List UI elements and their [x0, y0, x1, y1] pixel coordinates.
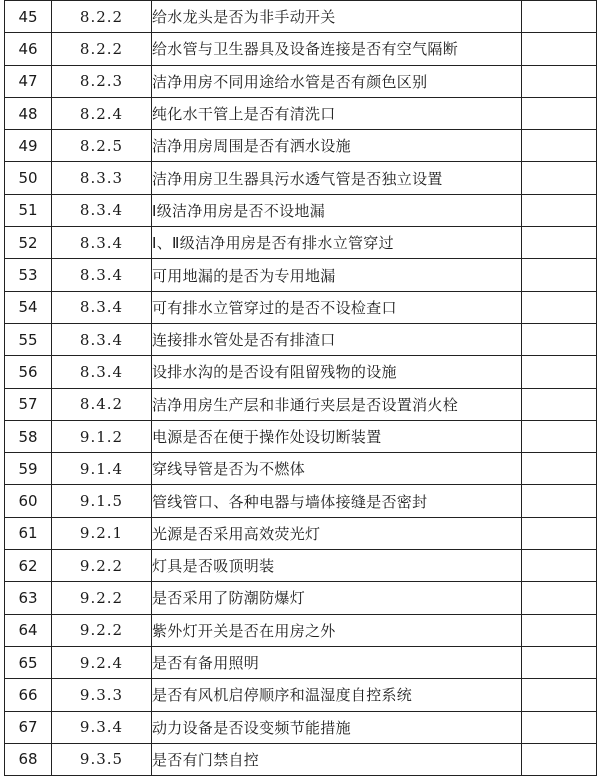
clause-number-cell: 9.2.1 — [52, 517, 152, 549]
clause-number-cell: 8.4.2 — [52, 388, 152, 420]
check-item-cell: 连接排水管处是否有排渣口 — [152, 323, 522, 355]
check-item-cell: 灯具是否吸顶明装 — [152, 550, 522, 582]
clause-number-cell: 8.3.3 — [52, 162, 152, 194]
table-row — [5, 517, 597, 549]
table-row — [5, 743, 597, 775]
row-number-cell: 58 — [5, 420, 52, 452]
row-number-cell: 59 — [5, 453, 52, 485]
row-number-cell: 61 — [5, 517, 52, 549]
row-number-cell: 57 — [5, 388, 52, 420]
row-number-cell: 48 — [5, 97, 52, 129]
row-number-cell: 66 — [5, 679, 52, 711]
result-cell — [522, 646, 597, 678]
table-row — [5, 194, 597, 226]
check-item-cell: 紫外灯开关是否在用房之外 — [152, 614, 522, 646]
row-number-cell: 60 — [5, 485, 52, 517]
clause-number-cell: 9.1.5 — [52, 485, 152, 517]
row-number-cell: 53 — [5, 259, 52, 291]
table-row — [5, 453, 597, 485]
result-cell — [522, 679, 597, 711]
result-cell — [522, 485, 597, 517]
check-item-cell: 穿线导管是否为不燃体 — [152, 453, 522, 485]
table-row — [5, 485, 597, 517]
check-item-cell: 可用地漏的是否为专用地漏 — [152, 259, 522, 291]
result-cell — [522, 356, 597, 388]
clause-number-cell: 9.3.5 — [52, 743, 152, 775]
table-row — [5, 227, 597, 259]
table-body — [5, 1, 597, 776]
table-row — [5, 614, 597, 646]
result-cell — [522, 582, 597, 614]
table-row — [5, 33, 597, 65]
table-row — [5, 646, 597, 678]
row-number-cell: 63 — [5, 582, 52, 614]
table-row — [5, 711, 597, 743]
result-cell — [522, 130, 597, 162]
check-item-cell: 管线管口、各种电器与墙体接缝是否密封 — [152, 485, 522, 517]
result-cell — [522, 550, 597, 582]
clause-number-cell: 9.2.2 — [52, 582, 152, 614]
table-row — [5, 679, 597, 711]
result-cell — [522, 162, 597, 194]
table-row — [5, 291, 597, 323]
check-item-cell: 纯化水干管上是否有清洗口 — [152, 97, 522, 129]
clause-number-cell: 9.2.2 — [52, 614, 152, 646]
check-item-cell: 光源是否采用高效荧光灯 — [152, 517, 522, 549]
row-number-cell: 56 — [5, 356, 52, 388]
check-item-cell: 是否有风机启停顺序和温湿度自控系统 — [152, 679, 522, 711]
clause-number-cell: 9.3.3 — [52, 679, 152, 711]
row-number-cell: 65 — [5, 646, 52, 678]
clause-number-cell: 8.3.4 — [52, 194, 152, 226]
row-number-cell: 67 — [5, 711, 52, 743]
check-item-cell: 洁净用房周围是否有洒水设施 — [152, 130, 522, 162]
table-row — [5, 582, 597, 614]
result-cell — [522, 711, 597, 743]
check-item-cell: 洁净用房卫生器具污水透气管是否独立设置 — [152, 162, 522, 194]
clause-number-cell: 8.2.2 — [52, 33, 152, 65]
check-item-cell: 电源是否在便于操作处设切断装置 — [152, 420, 522, 452]
row-number-cell: 46 — [5, 33, 52, 65]
clause-number-cell: 8.3.4 — [52, 356, 152, 388]
result-cell — [522, 388, 597, 420]
table-row — [5, 323, 597, 355]
row-number-cell: 64 — [5, 614, 52, 646]
row-number-cell: 47 — [5, 65, 52, 97]
result-cell — [522, 1, 597, 33]
row-number-cell: 49 — [5, 130, 52, 162]
clause-number-cell: 8.3.4 — [52, 323, 152, 355]
clause-number-cell: 8.2.5 — [52, 130, 152, 162]
row-number-cell: 51 — [5, 194, 52, 226]
check-item-cell: Ⅰ级洁净用房是否不设地漏 — [152, 194, 522, 226]
inspection-checklist-table — [4, 0, 597, 776]
result-cell — [522, 743, 597, 775]
result-cell — [522, 65, 597, 97]
result-cell — [522, 323, 597, 355]
row-number-cell: 45 — [5, 1, 52, 33]
table-row — [5, 65, 597, 97]
clause-number-cell: 9.3.4 — [52, 711, 152, 743]
table-row — [5, 259, 597, 291]
clause-number-cell: 9.2.4 — [52, 646, 152, 678]
row-number-cell: 55 — [5, 323, 52, 355]
check-item-cell: 是否有备用照明 — [152, 646, 522, 678]
result-cell — [522, 259, 597, 291]
check-item-cell: 设排水沟的是否设有阻留残物的设施 — [152, 356, 522, 388]
table-row — [5, 1, 597, 33]
result-cell — [522, 194, 597, 226]
result-cell — [522, 227, 597, 259]
result-cell — [522, 517, 597, 549]
row-number-cell: 62 — [5, 550, 52, 582]
table-row — [5, 130, 597, 162]
row-number-cell: 68 — [5, 743, 52, 775]
clause-number-cell: 8.3.4 — [52, 259, 152, 291]
table-row — [5, 162, 597, 194]
clause-number-cell: 9.1.4 — [52, 453, 152, 485]
table-row — [5, 550, 597, 582]
check-item-cell: 洁净用房不同用途给水管是否有颜色区别 — [152, 65, 522, 97]
table-row — [5, 420, 597, 452]
check-item-cell: 可有排水立管穿过的是否不设检查口 — [152, 291, 522, 323]
clause-number-cell: 8.2.3 — [52, 65, 152, 97]
clause-number-cell: 9.2.2 — [52, 550, 152, 582]
clause-number-cell: 9.1.2 — [52, 420, 152, 452]
clause-number-cell: 8.3.4 — [52, 291, 152, 323]
check-item-cell: 动力设备是否设变频节能措施 — [152, 711, 522, 743]
check-item-cell: 是否采用了防潮防爆灯 — [152, 582, 522, 614]
result-cell — [522, 291, 597, 323]
table-row — [5, 356, 597, 388]
row-number-cell: 52 — [5, 227, 52, 259]
table-row — [5, 388, 597, 420]
result-cell — [522, 453, 597, 485]
row-number-cell: 50 — [5, 162, 52, 194]
check-item-cell: 洁净用房生产层和非通行夹层是否设置消火栓 — [152, 388, 522, 420]
check-item-cell: 是否有门禁自控 — [152, 743, 522, 775]
check-item-cell: Ⅰ、Ⅱ级洁净用房是否有排水立管穿过 — [152, 227, 522, 259]
clause-number-cell: 8.2.2 — [52, 1, 152, 33]
result-cell — [522, 614, 597, 646]
check-item-cell: 给水龙头是否为非手动开关 — [152, 1, 522, 33]
clause-number-cell: 8.3.4 — [52, 227, 152, 259]
result-cell — [522, 420, 597, 452]
check-item-cell: 给水管与卫生器具及设备连接是否有空气隔断 — [152, 33, 522, 65]
table-row — [5, 97, 597, 129]
result-cell — [522, 97, 597, 129]
row-number-cell: 54 — [5, 291, 52, 323]
result-cell — [522, 33, 597, 65]
clause-number-cell: 8.2.4 — [52, 97, 152, 129]
